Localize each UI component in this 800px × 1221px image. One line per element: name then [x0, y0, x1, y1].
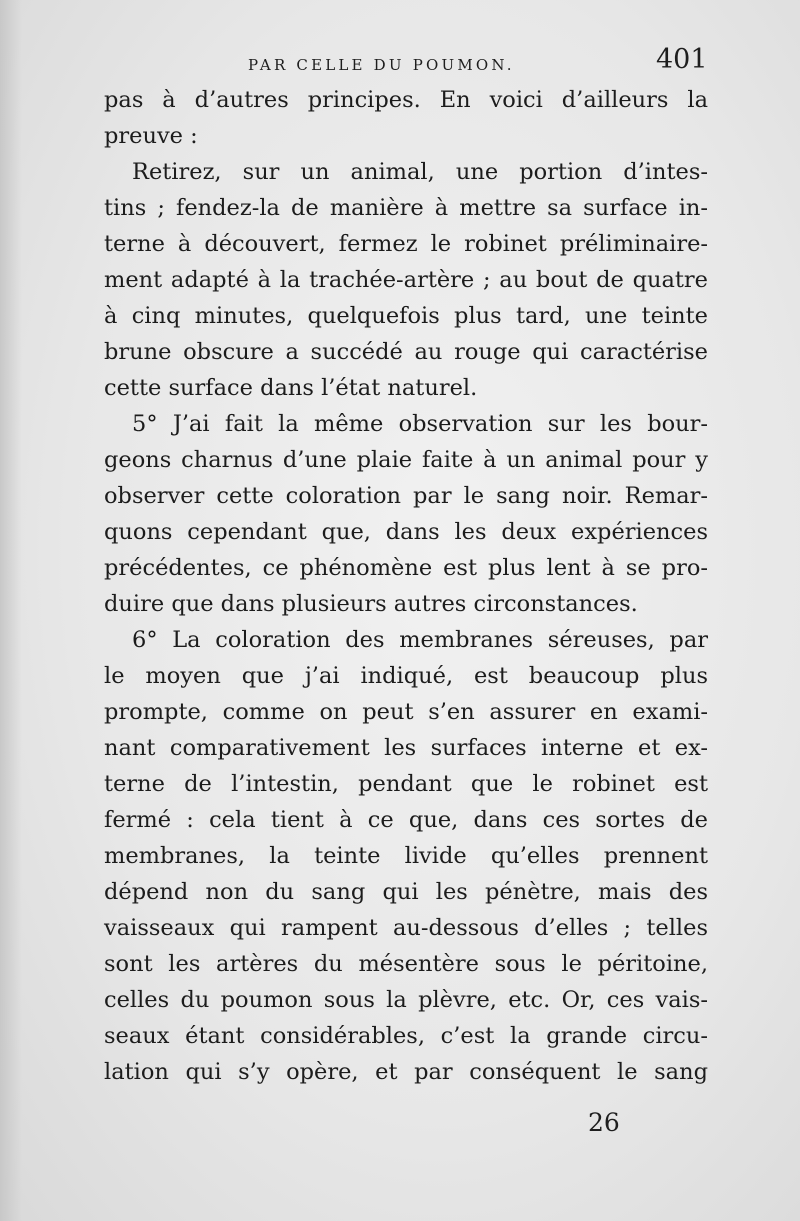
- page-gutter-shadow: [0, 0, 22, 1221]
- text-line: ment adapté à la trachée-artère ; au bout de quatre: [104, 267, 708, 293]
- text-line: terne à découvert, fermez le robinet préliminaire-: [104, 231, 708, 257]
- text-line: lation qui s’y opère, et par conséquent le sang: [104, 1059, 708, 1085]
- text-line: dépend non du sang qui les pénètre, mais des: [104, 879, 708, 905]
- text-line: terne de l’intestin, pendant que le robinet est: [104, 771, 708, 797]
- text-line: observer cette coloration par le sang noir. Remar-: [104, 483, 708, 509]
- text-line: membranes, la teinte livide qu’elles prennent: [104, 843, 708, 869]
- text-line: vaisseaux qui rampent au-dessous d’elles ; telles: [104, 915, 708, 941]
- text-line: le moyen que j’ai indiqué, est beaucoup plus: [104, 663, 708, 689]
- page-number: 401: [656, 44, 708, 75]
- text-line: à cinq minutes, quelquefois plus tard, une teinte: [104, 303, 708, 329]
- text-line: précédentes, ce phénomène est plus lent à se pro-: [104, 555, 708, 581]
- text-line: nant comparativement les surfaces interne et ex-: [104, 735, 708, 761]
- text-line: sont les artères du mésentère sous le péritoine,: [104, 951, 708, 977]
- text-line: quons cependant que, dans les deux expériences: [104, 519, 708, 545]
- body-text: [104, 82, 708, 1090]
- text-line: fermé : cela tient à ce que, dans ces sortes de: [104, 807, 708, 833]
- text-line: prompte, comme on peut s’en assurer en exami-: [104, 699, 708, 725]
- text-line: Retirez, sur un animal, une portion d’intes-: [132, 159, 708, 185]
- text-line: brune obscure a succédé au rouge qui caractérise: [104, 339, 708, 365]
- text-line: seaux étant considérables, c’est la grande circu-: [104, 1023, 708, 1049]
- text-line: celles du poumon sous la plèvre, etc. Or, ces vais-: [104, 987, 708, 1013]
- text-line: pas à d’autres principes. En voici d’ailleurs la: [104, 87, 708, 113]
- text-line: tins ; fendez-la de manière à mettre sa surface in-: [104, 195, 708, 221]
- text-line: duire que dans plusieurs autres circonstances.: [104, 591, 638, 617]
- text-line: preuve :: [104, 123, 198, 149]
- text-line: cette surface dans l’état naturel.: [104, 375, 478, 401]
- text-line: 5° J’ai fait la même observation sur les bour-: [132, 411, 708, 437]
- running-head: PAR CELLE DU POUMON.: [248, 56, 515, 74]
- text-line: 6° La coloration des membranes séreuses, par: [132, 627, 708, 653]
- signature-mark: 26: [588, 1108, 620, 1137]
- text-line: geons charnus d’une plaie faite à un animal pour y: [104, 447, 708, 473]
